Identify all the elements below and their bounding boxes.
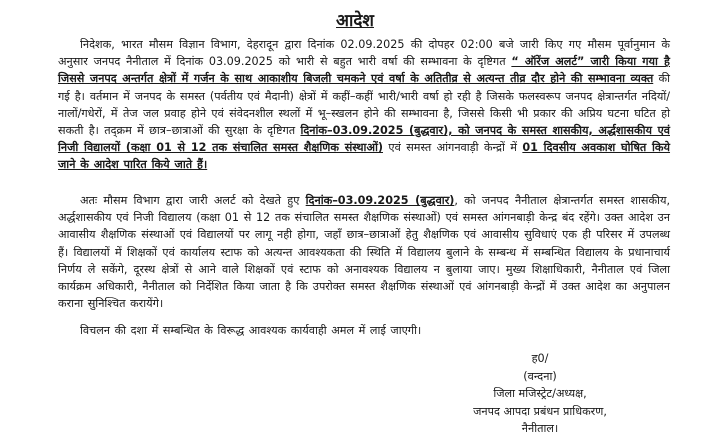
paragraph-deviation-warning: विचलन की दशा में सम्बन्धित के विरूद्ध आवश्यक कार्यवाही अमल में लाई जाएगी। xyxy=(80,324,422,337)
signatory-location: नैनीताल। xyxy=(521,422,559,435)
signatory-authority: जनपद आपदा प्रबंधन प्राधिकरण, xyxy=(473,404,607,418)
para1-orange-alert-underlined: “ ऑरेंज अलर्ट” जारी किया गया है जिससे जनपद अन्तर्गत क्षेत्रों में गर्जन के साथ आकाशीय बिजली चमकने एवं वर्षा के अतितीव्र से अत्यन्त तीव्र दौर होने की सम्भावना व्यक्त xyxy=(58,55,670,86)
para1-text-3: एवं समस्त आंगनवाड़ी केन्द्रों में xyxy=(383,141,523,155)
para1-holiday-order-underlined: 01 दिवसीय अवकाश घोषित किये जाने के आदेश पारित किये जाते हैं। xyxy=(58,141,671,172)
para2-text-1: अतः मौसम विभाग द्वारा जारी अलर्ट को देखते हुए xyxy=(80,194,306,207)
paragraph-weather-alert xyxy=(58,36,670,174)
order-title xyxy=(0,8,710,31)
para2-date-underlined: दिनांक–03.09.2025 (बुद्धवार) xyxy=(305,194,455,207)
para1-holiday-date-underlined: दिनांक–03.09.2025 (बुद्धवार), को जनपद के समस्त शासकीय, अर्द्धशासकीय एवं निजी विद्यालयों (कक्षा 01 से 12 तक संचालित समस्त शैक्षणिक संस्थाओं) xyxy=(58,124,670,155)
para1-text-1: निदेशक, भारत मौसम विज्ञान विभाग, देहरादून द्वारा दिनांक 02.09.2025 की दोपहर 02:00 बजे जारी किए गए मौसम पूर्वानुमान के अनुसार जनपद नैनीताल में दिनांक 03.09.2025 को भारी से बहुत भारी वर्षा की सम्भावना के दृष्टिगत xyxy=(58,38,670,69)
signature-mark: ह0/ xyxy=(531,352,549,365)
para2-text-2: , को जनपद नैनीताल क्षेत्रान्तर्गत समस्त शासकीय, अर्द्धशासकीय एवं निजी विद्यालय (कक्षा 01 से 12 तक संचालित समस्त शैक्षणिक संस्थाओं) एवं समस्त आंगनबाड़ी केन्द्र बंद रहेंगे। उक्त आदेश उन आवासीय शैक्षणिक संस्थाओं एवं विद्यालयों पर लागू नही होगा, जहाँ छात्र–छात्राओं हेतु शैक्षणिक एवं आवासीय सुविधाएं एक ही परिसर में उपलब्ध हैं। विद्यालयों में शिक्षकों एवं कार्यालय स्टाफ को अत्यन्त आवश्यकता की स्थिति में विद्यालय बुलाने के सम्बन्ध में सम्बन्धित विद्यालय के प्रधानाचार्य निर्णय ले सकेंगे, दूरस्थ क्षेत्रों से आने वाले शिक्षकों एवं स्टाफ को अनावश्यक विद्यालय न बुलाया जाए। मुख्य शिक्षाधिकारी, नैनीताल एवं जिला कार्यक्रम अधिकारी, नैनीताल को निर्देशित किया जाता है कि उपरोक्त समस्त शैक्षणिक संस्थाओं एवं आंगनबाड़ी केन्द्रों में उक्त आदेश का अनुपालन कराना सुनिश्चित करायेंगे। xyxy=(58,194,671,311)
signatory-name: (वन्दना) xyxy=(523,369,557,383)
para1-text-2: की गई है। वर्तमान में जनपद के समस्त (पर्वतीय एवं मैदानी) क्षेत्रों में कहीं–कहीं भारी/भारी वर्षा हो रही है जिसके फलस्वरूप जनपद क्षेत्रान्तर्गत नदियों/नालों/गधेरों, में तेज जल प्रवाह होने एवं संवेदनशील स्थलों में भू–स्खलन होने की सम्भावना है, जिससे किसी भी प्रकार की अप्रिय घटना घटित हो सकती है। तद्क्रम में छात्र–छात्राओं की सुरक्षा के दृष्टिगत xyxy=(58,72,670,138)
order-title-text: आदेश xyxy=(336,11,374,31)
paragraph-closure-order xyxy=(58,192,670,312)
signature-block xyxy=(430,350,650,438)
signatory-designation: जिला मजिस्ट्रेट/अध्यक्ष, xyxy=(493,387,587,400)
